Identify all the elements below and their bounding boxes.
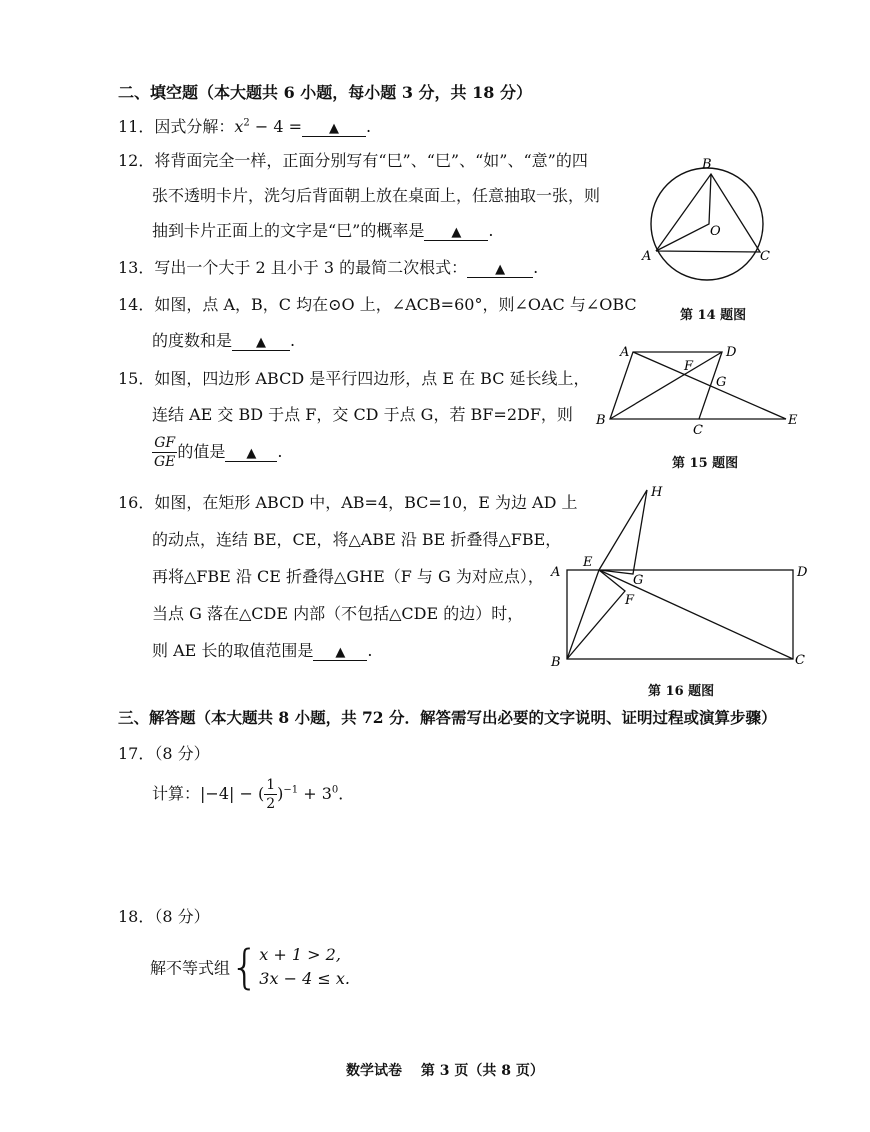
q18-heading: 18．（8 分） bbox=[118, 907, 210, 926]
label-h: H bbox=[651, 485, 663, 500]
q15-fraction-numerator: GF bbox=[152, 434, 177, 453]
triangle-icon: ▲ bbox=[495, 262, 506, 277]
label-b: B bbox=[702, 157, 712, 172]
question-11: 11．因式分解：$x^2 - 4$ = ▲ . bbox=[118, 117, 372, 136]
q17-fraction-numerator: 1 bbox=[266, 777, 276, 793]
left-brace-icon: { bbox=[230, 940, 260, 994]
q16-number: 16． bbox=[118, 493, 155, 512]
q11-text: 因式分解： bbox=[154, 117, 235, 136]
q17-expression: 计算：|−4| − ( $\frac{1}{2}$ )$^{-1} + 3^0$． bbox=[152, 777, 355, 812]
q12-answer-blank[interactable] bbox=[424, 221, 488, 241]
q11-expr-exp: 2 bbox=[243, 117, 250, 129]
q11-expr-rest: − 4 = bbox=[249, 117, 303, 136]
q16-line-5: 则 AE 长的取值范围是 ▲ . bbox=[152, 641, 373, 660]
triangle-abc bbox=[656, 174, 760, 252]
q14-number: 14． bbox=[118, 295, 155, 314]
q15-line-2: 连结 AE 交 BD 于点 F，交 CD 于点 G，若 BF=2DF，则 bbox=[152, 405, 573, 424]
q18-system bbox=[150, 940, 350, 994]
q13-text: 写出一个大于 2 且小于 3 的最简二次根式： bbox=[154, 258, 468, 277]
q14-line-2: 的度数和是 ▲ . bbox=[152, 331, 296, 350]
q18-label: 解不等式组 bbox=[150, 958, 231, 978]
q17-plus-three: + 3 bbox=[298, 784, 332, 803]
question-13: 13．写出一个大于 2 且小于 3 的最简二次根式： ▲ . bbox=[118, 258, 539, 277]
segment-be bbox=[567, 570, 599, 659]
q12-line-3-text: 抽到卡片正面上的文字是“巳”的概率是 bbox=[152, 221, 425, 240]
q15-fraction-denominator: GE bbox=[154, 454, 176, 470]
q17-minus: − ( bbox=[234, 784, 265, 803]
label-e: E bbox=[788, 413, 798, 428]
q15-line-1 bbox=[118, 366, 590, 389]
segment-ae bbox=[633, 352, 786, 419]
label-e: E bbox=[583, 555, 593, 570]
label-c: C bbox=[795, 653, 805, 668]
label-b: B bbox=[596, 413, 606, 428]
q14-line-1-text: 如图，点 A，B，C 均在⊙O 上，∠ACB=60°，则∠OAC 与∠OBC bbox=[154, 295, 637, 314]
q13-number: 13． bbox=[118, 258, 155, 277]
q12-line-2: 张不透明卡片，洗匀后背面朝上放在桌面上，任意抽取一张，则 bbox=[152, 186, 601, 205]
q12-line-1 bbox=[118, 148, 588, 171]
q17-heading: 17．（8 分） bbox=[118, 744, 210, 763]
triangle-icon: ▲ bbox=[335, 645, 346, 660]
q14-line-2-text: 的度数和是 bbox=[152, 331, 233, 350]
figure-15-parallelogram-diagram bbox=[590, 340, 805, 440]
q16-line-3: 再将△FBE 沿 CE 折叠得△GHE（F 与 G 为对应点）， bbox=[152, 567, 544, 586]
q17-fraction bbox=[264, 776, 277, 813]
q17-label: 计算： bbox=[152, 784, 201, 803]
figure-14-caption: 第 14 题图 bbox=[680, 308, 747, 323]
figure-14-circle-diagram bbox=[636, 152, 786, 292]
label-o: O bbox=[710, 224, 721, 239]
triangle-fbe bbox=[567, 570, 625, 659]
q13-answer-blank[interactable] bbox=[467, 258, 533, 278]
page-footer: 数学试卷 第 3 页（共 8 页） bbox=[346, 1063, 544, 1079]
q17-end: ． bbox=[338, 784, 355, 803]
q15-line-3: $\frac{GF}{GE}$ 的值是 ▲ . bbox=[154, 435, 283, 470]
q17-exponent-2: 0 bbox=[331, 784, 339, 796]
label-a: A bbox=[551, 565, 561, 580]
rectangle-abcd bbox=[567, 570, 793, 659]
label-d: D bbox=[726, 345, 737, 360]
triangle-ghe bbox=[599, 490, 647, 574]
figure-16-rectangle-diagram bbox=[545, 478, 810, 673]
label-g: G bbox=[716, 375, 727, 390]
q14-answer-blank[interactable] bbox=[232, 331, 290, 351]
q12-line-3: 抽到卡片正面上的文字是“巳”的概率是 ▲ . bbox=[152, 221, 494, 240]
q15-answer-blank[interactable] bbox=[225, 442, 277, 462]
triangle-icon: ▲ bbox=[256, 335, 267, 350]
figure-16-caption: 第 16 题图 bbox=[648, 684, 715, 699]
segment-ce bbox=[599, 570, 793, 659]
q17-fraction-denominator: 2 bbox=[266, 796, 276, 812]
label-d: D bbox=[797, 565, 808, 580]
q11-number: 11． bbox=[118, 117, 155, 136]
q18-inequalities bbox=[259, 943, 350, 991]
q16-line-1 bbox=[118, 490, 578, 513]
q17-exponent-1: −1 bbox=[283, 784, 299, 796]
q18-inequality-2: 3x − 4 ≤ x. bbox=[259, 969, 350, 988]
label-c: C bbox=[760, 249, 770, 264]
label-g: G bbox=[633, 573, 644, 588]
q15-number: 15． bbox=[118, 369, 155, 388]
circle-o bbox=[651, 168, 763, 280]
q15-line-3-text: 的值是 bbox=[177, 442, 226, 461]
q16-line-5-text: 则 AE 长的取值范围是 bbox=[152, 641, 314, 660]
triangle-icon: ▲ bbox=[329, 121, 340, 136]
triangle-icon: ▲ bbox=[451, 225, 462, 240]
label-f: F bbox=[684, 359, 694, 374]
q15-fraction bbox=[152, 434, 177, 471]
q11-answer-blank[interactable] bbox=[302, 117, 366, 137]
section-3-title: 三、解答题（本大题共 8 小题，共 72 分．解答需写出必要的文字说明、证明过程或演算步骤） bbox=[118, 708, 777, 727]
q14-line-1 bbox=[118, 292, 637, 315]
triangle-icon: ▲ bbox=[246, 446, 257, 461]
q16-line-2: 的动点，连结 BE，CE，将△ABE 沿 BE 折叠得△FBE， bbox=[152, 530, 562, 549]
diagonal-bd bbox=[610, 352, 722, 419]
q17-abs-value: |−4| bbox=[200, 784, 235, 803]
figure-15-caption: 第 15 题图 bbox=[672, 456, 739, 471]
label-a: A bbox=[642, 249, 652, 264]
q12-number: 12． bbox=[118, 151, 155, 170]
label-c: C bbox=[693, 423, 703, 438]
label-a: A bbox=[620, 345, 630, 360]
q18-inequality-1: x + 1 > 2, bbox=[259, 945, 341, 964]
label-f: F bbox=[625, 593, 635, 608]
label-b: B bbox=[551, 655, 561, 670]
q16-answer-blank[interactable] bbox=[313, 641, 367, 661]
q11-expr-base: x bbox=[234, 117, 244, 136]
q15-line-1-text: 如图，四边形 ABCD 是平行四边形，点 E 在 BC 延长线上， bbox=[154, 369, 590, 388]
section-2-title: 二、填空题（本大题共 6 小题，每小题 3 分，共 18 分） bbox=[118, 83, 532, 102]
q16-line-4: 当点 G 落在△CDE 内部（不包括△CDE 的边）时， bbox=[152, 604, 524, 623]
q16-line-1-text: 如图，在矩形 ABCD 中，AB=4，BC=10，E 为边 AD 上 bbox=[154, 493, 578, 512]
q12-line-1-text: 将背面完全一样，正面分别写有“巳”、“巳”、“如”、“意”的四 bbox=[154, 151, 588, 170]
